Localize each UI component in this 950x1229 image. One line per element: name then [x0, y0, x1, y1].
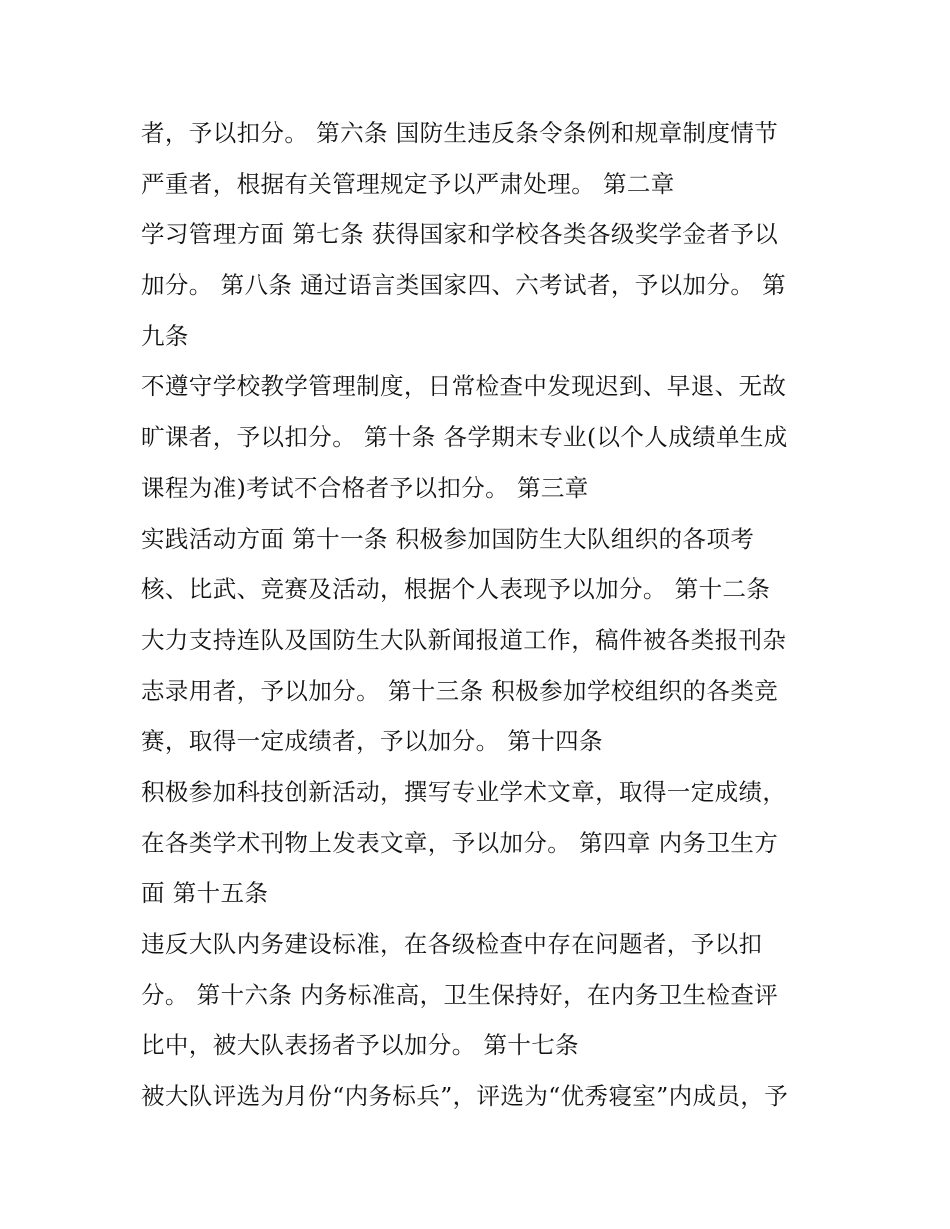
- text-line: 九条: [141, 321, 189, 350]
- text-line: 在各类学术刊物上发表文章，予以加分。 第四章 内务卫生方: [141, 828, 779, 857]
- text-line: 旷课者，予以扣分。 第十条 各学期末专业(以个人成绩单生成: [141, 423, 788, 452]
- text-line: 实践活动方面 第十一条 积极参加国防生大队组织的各项考: [141, 524, 755, 553]
- text-line: 积极参加科技创新活动，撰写专业学术文章，取得一定成绩，: [141, 777, 787, 806]
- text-line: 志录用者，予以加分。 第十三条 积极参加学校组织的各类竞: [141, 676, 779, 705]
- text-line: 分。 第十六条 内务标准高，卫生保持好，在内务卫生检查评: [141, 980, 779, 1009]
- text-line: 大力支持连队及国防生大队新闻报道工作，稿件被各类报刊杂: [141, 625, 787, 654]
- text-line: 比中，被大队表扬者予以加分。 第十七条: [141, 1031, 580, 1060]
- text-line: 违反大队内务建设标准，在各级检查中存在问题者，予以扣: [141, 930, 763, 958]
- text-line: 不遵守学校教学管理制度，日常检查中发现迟到、早退、无故: [141, 372, 787, 401]
- text-line: 赛，取得一定成绩者，予以加分。 第十四条: [141, 727, 603, 756]
- text-line: 核、比武、竞赛及活动，根据个人表现予以加分。 第十二条: [141, 575, 771, 604]
- text-line: 学习管理方面 第七条 获得国家和学校各类各级奖学金者予以: [141, 220, 779, 249]
- text-line: 面 第十五条: [141, 879, 269, 908]
- text-line: 加分。 第八条 通过语言类国家四、六考试者，予以加分。 第: [141, 271, 787, 300]
- text-line: 严重者，根据有关管理规定予以严肃处理。 第二章: [141, 169, 675, 198]
- document-body: [141, 108, 821, 1122]
- text-line: 被大队评选为月份“内务标兵”，评选为“优秀寝室”内成员，予: [141, 1082, 789, 1111]
- text-line: 者，予以扣分。 第六条 国防生违反条令条例和规章制度情节: [141, 119, 779, 147]
- text-line: 课程为准)考试不合格者予以扣分。 第三章: [141, 473, 589, 502]
